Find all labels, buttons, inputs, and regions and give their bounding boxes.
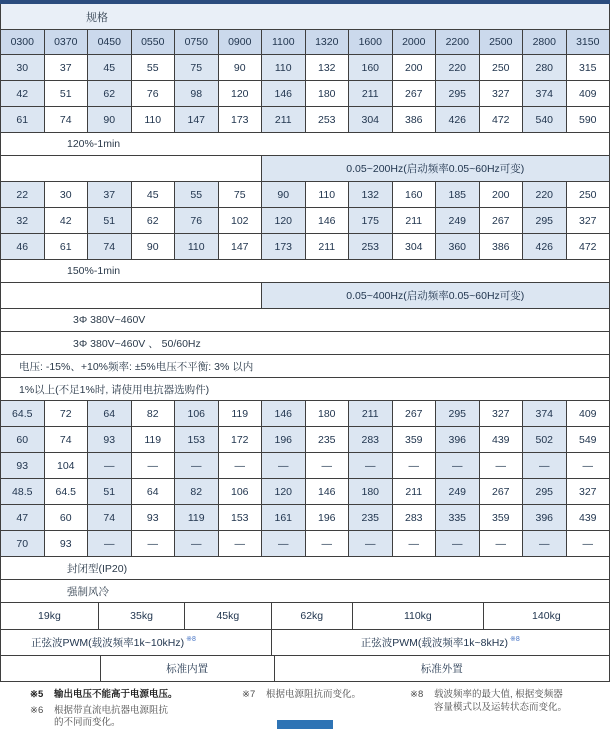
table-cell: 110 <box>132 107 176 132</box>
table-cell: 327 <box>578 214 597 227</box>
table-cell: 106 <box>219 479 263 504</box>
table-cell: 48.5 <box>1 479 45 504</box>
table-row-info <box>1 355 609 378</box>
table-cell: 74 <box>88 505 132 530</box>
table-cell: 426 <box>523 234 567 259</box>
table-row-data <box>1 505 609 531</box>
table-cell: 295 <box>436 81 480 106</box>
standard-cell: 标准外置 <box>420 663 463 675</box>
table-cell: 47 <box>1 505 45 530</box>
table-cell: 45 <box>132 182 176 207</box>
table-cell: 90 <box>88 107 132 132</box>
table-row-label <box>1 580 609 603</box>
table-cell: 22 <box>1 182 45 207</box>
footnote-text: 载波频率的最大值, 根据变频器容量模式以及运转状态而变化。 <box>434 689 568 713</box>
table-row-data <box>1 55 609 81</box>
table-cell: 359 <box>480 505 524 530</box>
table-cell: 439 <box>480 427 524 452</box>
row-info-text: 3Φ 380V~460V <box>73 314 146 326</box>
table-row-models <box>1 30 609 55</box>
model-header-cell: 0750 <box>175 30 219 54</box>
model-header-cell: 0550 <box>132 30 176 54</box>
table-cell: 253 <box>349 234 393 259</box>
table-cell: 472 <box>480 107 524 132</box>
table-cell: 160 <box>393 182 437 207</box>
table-cell: — <box>262 531 306 556</box>
table-cell: 196 <box>262 427 306 452</box>
spec-table-title: 规格 <box>86 11 108 24</box>
table-cell: 180 <box>306 401 350 426</box>
table-cell: 74 <box>45 427 89 452</box>
table-row-label <box>1 133 609 156</box>
row-label: 强制风冷 <box>67 585 109 598</box>
table-cell: — <box>175 453 219 478</box>
table-cell: 386 <box>480 234 524 259</box>
table-cell: 72 <box>45 401 89 426</box>
table-cell: 64.5 <box>1 401 45 426</box>
table-cell: 249 <box>436 479 480 504</box>
table-row-data <box>1 208 609 234</box>
table-row-data <box>1 401 609 427</box>
table-cell: 62 <box>132 208 176 233</box>
weight-cell: 19kg <box>1 603 99 629</box>
table-cell: 250 <box>480 55 524 80</box>
table-row-data <box>1 531 609 557</box>
table-cell: — <box>436 453 480 478</box>
footnote-column <box>30 689 242 733</box>
table-cell: 147 <box>219 234 263 259</box>
table-cell: 120 <box>262 479 306 504</box>
table-row-split <box>1 156 609 182</box>
table-cell: — <box>349 453 393 478</box>
table-cell: 161 <box>262 505 306 530</box>
table-cell: 102 <box>219 208 263 233</box>
weight-cell: 140kg <box>532 610 561 622</box>
table-cell: — <box>306 531 350 556</box>
table-cell: 74 <box>45 107 89 132</box>
table-cell: 146 <box>306 208 350 233</box>
table-cell: 211 <box>349 401 393 426</box>
table-cell: — <box>480 453 524 478</box>
footnote-marker: ※5 <box>30 689 44 700</box>
model-header-cell: 0370 <box>45 30 89 54</box>
table-cell: 60 <box>45 505 89 530</box>
table-cell: 180 <box>349 479 393 504</box>
table-cell: 82 <box>132 401 176 426</box>
table-cell: 98 <box>175 81 219 106</box>
model-header-cell: 1320 <box>306 30 350 54</box>
table-cell: 472 <box>578 240 597 253</box>
table-cell: 32 <box>1 208 45 233</box>
table-cell: 409 <box>578 407 597 420</box>
footnote-ref-sup: ※8 <box>510 635 520 643</box>
table-cell: 110 <box>306 182 350 207</box>
table-row-data <box>1 234 609 260</box>
table-cell: 146 <box>306 479 350 504</box>
table-cell: 185 <box>436 182 480 207</box>
table-cell: 119 <box>132 427 176 452</box>
table-cell: 119 <box>219 401 263 426</box>
weight-cell: 110kg <box>353 603 484 629</box>
table-cell: 51 <box>88 479 132 504</box>
table-cell: — <box>523 453 567 478</box>
table-cell: — <box>582 537 593 550</box>
bottom-accent-bar <box>277 720 333 729</box>
table-cell: 46 <box>1 234 45 259</box>
table-cell: 93 <box>1 453 45 478</box>
table-cell: 396 <box>436 427 480 452</box>
table-cell: — <box>436 531 480 556</box>
table-row-label <box>1 557 609 580</box>
pwm-cell <box>1 630 272 655</box>
table-cell: 75 <box>175 55 219 80</box>
table-cell: 253 <box>306 107 350 132</box>
pwm-label: 正弦波PWM(载波频率1k~8kHz) <box>360 637 509 649</box>
table-cell: — <box>480 531 524 556</box>
table-cell: 175 <box>349 208 393 233</box>
table-cell: 120 <box>262 208 306 233</box>
model-header-cell: 1600 <box>349 30 393 54</box>
table-cell: 235 <box>349 505 393 530</box>
table-cell: 82 <box>175 479 219 504</box>
table-row-info <box>1 332 609 355</box>
table-cell: 42 <box>45 208 89 233</box>
table-cell: 374 <box>523 81 567 106</box>
table-cell: 93 <box>45 531 89 556</box>
table-cell: 104 <box>45 453 89 478</box>
table-cell: 160 <box>349 55 393 80</box>
row-info-text: 1%以上(不足1%时, 请使用电抗器选购件) <box>19 383 210 396</box>
table-cell: 327 <box>480 401 524 426</box>
table-cell: 61 <box>45 234 89 259</box>
table-cell: 146 <box>262 81 306 106</box>
table-cell: 172 <box>219 427 263 452</box>
footnote <box>30 705 242 730</box>
model-header-cell: 2500 <box>480 30 524 54</box>
row-info-text: 电压: -15%、+10%频率: ±5%电压不平衡: 3% 以内 <box>19 360 254 373</box>
table-row-info <box>1 309 609 332</box>
table-cell: — <box>88 531 132 556</box>
table-cell: 304 <box>349 107 393 132</box>
table-cell: 90 <box>132 234 176 259</box>
spec-table-rows <box>1 30 609 682</box>
table-cell: 120 <box>219 81 263 106</box>
table-cell: — <box>219 453 263 478</box>
table-cell: 359 <box>393 427 437 452</box>
footnote-column <box>410 689 610 733</box>
footnote <box>30 689 242 702</box>
table-cell-empty <box>1 283 262 308</box>
table-cell: 70 <box>1 531 45 556</box>
table-cell: — <box>523 531 567 556</box>
weight-cell: 45kg <box>185 603 271 629</box>
table-cell: 90 <box>262 182 306 207</box>
table-cell: 60 <box>1 427 45 452</box>
table-cell: 409 <box>578 87 597 100</box>
standard-cell: 标准内置 <box>101 656 275 681</box>
table-row-data <box>1 182 609 208</box>
table-cell: 51 <box>45 81 89 106</box>
frequency-range-cell: 0.05~400Hz(启动频率0.05~60Hz可变) <box>262 283 609 308</box>
footnote-marker: ※8 <box>410 689 424 700</box>
table-cell: 327 <box>480 81 524 106</box>
table-cell: 93 <box>88 427 132 452</box>
table-row-data <box>1 107 609 133</box>
row-info-text: 3Φ 380V~460V 、 50/60Hz <box>73 337 201 350</box>
table-cell-empty <box>1 156 262 181</box>
table-cell: 283 <box>349 427 393 452</box>
table-cell: 110 <box>262 55 306 80</box>
table-cell: 502 <box>523 427 567 452</box>
table-cell: 64 <box>88 401 132 426</box>
table-cell: 75 <box>219 182 263 207</box>
table-cell: 30 <box>45 182 89 207</box>
table-cell: 250 <box>578 188 597 201</box>
table-cell: 220 <box>523 182 567 207</box>
model-header-cell: 0450 <box>88 30 132 54</box>
table-cell: — <box>132 531 176 556</box>
table-cell: 235 <box>306 427 350 452</box>
table-cell: 211 <box>306 234 350 259</box>
table-cell: 147 <box>175 107 219 132</box>
table-cell: 327 <box>578 485 597 498</box>
table-cell: 211 <box>262 107 306 132</box>
table-cell: 211 <box>349 81 393 106</box>
table-cell: 55 <box>132 55 176 80</box>
table-row-label <box>1 260 609 283</box>
table-cell: — <box>88 453 132 478</box>
spec-table <box>0 4 610 682</box>
table-row-data <box>1 427 609 453</box>
table-cell: 62 <box>88 81 132 106</box>
table-cell: — <box>582 459 593 472</box>
table-cell: — <box>393 453 437 478</box>
table-cell: — <box>349 531 393 556</box>
model-header-cell: 0300 <box>1 30 45 54</box>
table-cell: 76 <box>175 208 219 233</box>
footnote-marker: ※7 <box>242 689 256 700</box>
table-cell: 295 <box>523 479 567 504</box>
table-cell: 55 <box>175 182 219 207</box>
table-cell: 196 <box>306 505 350 530</box>
table-cell: 146 <box>262 401 306 426</box>
table-cell: 61 <box>1 107 45 132</box>
table-cell: 360 <box>436 234 480 259</box>
table-cell: — <box>132 453 176 478</box>
frequency-range-cell: 0.05~200Hz(启动频率0.05~60Hz可变) <box>262 156 609 181</box>
model-header-cell: 0900 <box>219 30 263 54</box>
table-cell: 110 <box>175 234 219 259</box>
weight-cell: 35kg <box>99 603 185 629</box>
table-cell: 211 <box>393 479 437 504</box>
table-cell: 132 <box>349 182 393 207</box>
table-cell: 590 <box>578 113 597 126</box>
table-cell: 153 <box>219 505 263 530</box>
table-cell: 211 <box>393 208 437 233</box>
table-cell: 396 <box>523 505 567 530</box>
table-row-weights <box>1 603 609 630</box>
table-cell: 267 <box>480 208 524 233</box>
table-cell: 386 <box>393 107 437 132</box>
table-cell: 37 <box>45 55 89 80</box>
table-cell: 37 <box>88 182 132 207</box>
table-cell: 45 <box>88 55 132 80</box>
table-cell: 439 <box>578 511 597 524</box>
table-row-data <box>1 479 609 505</box>
table-cell: — <box>306 453 350 478</box>
table-cell: 249 <box>436 208 480 233</box>
table-cell: 64 <box>132 479 176 504</box>
table-cell: 283 <box>393 505 437 530</box>
row-label: 150%-1min <box>67 265 121 277</box>
table-row-pwm <box>1 630 609 656</box>
model-header-cell: 3150 <box>567 30 610 54</box>
table-cell: 280 <box>523 55 567 80</box>
table-cell: 374 <box>523 401 567 426</box>
footnote-text: 输出电压不能高于电源电压。 <box>54 689 178 700</box>
weight-cell: 62kg <box>272 603 353 629</box>
table-cell: 106 <box>175 401 219 426</box>
model-header-cell: 2200 <box>436 30 480 54</box>
footnote-text: 根据带直流电抗器电源阻抗的不同而变化。 <box>54 704 169 729</box>
table-cell: 173 <box>219 107 263 132</box>
table-cell: 200 <box>480 182 524 207</box>
table-row-data <box>1 453 609 479</box>
table-cell: 540 <box>523 107 567 132</box>
table-cell: 267 <box>480 479 524 504</box>
table-cell: 51 <box>88 208 132 233</box>
table-row-standard <box>1 656 609 682</box>
table-row-split <box>1 283 609 309</box>
table-cell: 64.5 <box>45 479 89 504</box>
table-cell: 74 <box>88 234 132 259</box>
table-cell: 90 <box>219 55 263 80</box>
table-cell: 267 <box>393 401 437 426</box>
table-cell: — <box>175 531 219 556</box>
model-header-cell: 2800 <box>523 30 567 54</box>
table-cell: 549 <box>578 433 597 446</box>
table-cell: 426 <box>436 107 480 132</box>
table-cell: — <box>262 453 306 478</box>
footnote <box>242 689 410 702</box>
row-label: 封闭型(IP20) <box>67 562 128 575</box>
table-cell: 132 <box>306 55 350 80</box>
table-cell: 304 <box>393 234 437 259</box>
footnote-text: 根据电源阻抗而变化。 <box>266 689 362 700</box>
table-cell: — <box>219 531 263 556</box>
table-cell: 180 <box>306 81 350 106</box>
table-cell: 173 <box>262 234 306 259</box>
table-cell: 42 <box>1 81 45 106</box>
table-cell: 267 <box>393 81 437 106</box>
table-row-info <box>1 378 609 401</box>
model-header-cell: 1100 <box>262 30 306 54</box>
table-cell: 30 <box>1 55 45 80</box>
table-cell: 200 <box>393 55 437 80</box>
model-header-cell: 2000 <box>393 30 437 54</box>
table-cell: 119 <box>175 505 219 530</box>
table-cell: 93 <box>132 505 176 530</box>
table-cell: 76 <box>132 81 176 106</box>
table-row-data <box>1 81 609 107</box>
table-cell-empty <box>1 656 101 681</box>
table-cell: 315 <box>578 61 597 74</box>
footnote-marker: ※6 <box>30 704 44 716</box>
table-cell: 153 <box>175 427 219 452</box>
table-cell: 335 <box>436 505 480 530</box>
row-label: 120%-1min <box>67 138 121 150</box>
table-cell: 295 <box>523 208 567 233</box>
pwm-label: 正弦波PWM(载波频率1k~10kHz) <box>31 637 185 649</box>
table-cell: 220 <box>436 55 480 80</box>
footnote <box>410 689 610 714</box>
pwm-cell <box>272 630 609 655</box>
footnote-ref-sup: ※8 <box>186 635 196 643</box>
table-cell: — <box>393 531 437 556</box>
spec-table-title-row <box>1 4 609 30</box>
table-cell: 295 <box>436 401 480 426</box>
